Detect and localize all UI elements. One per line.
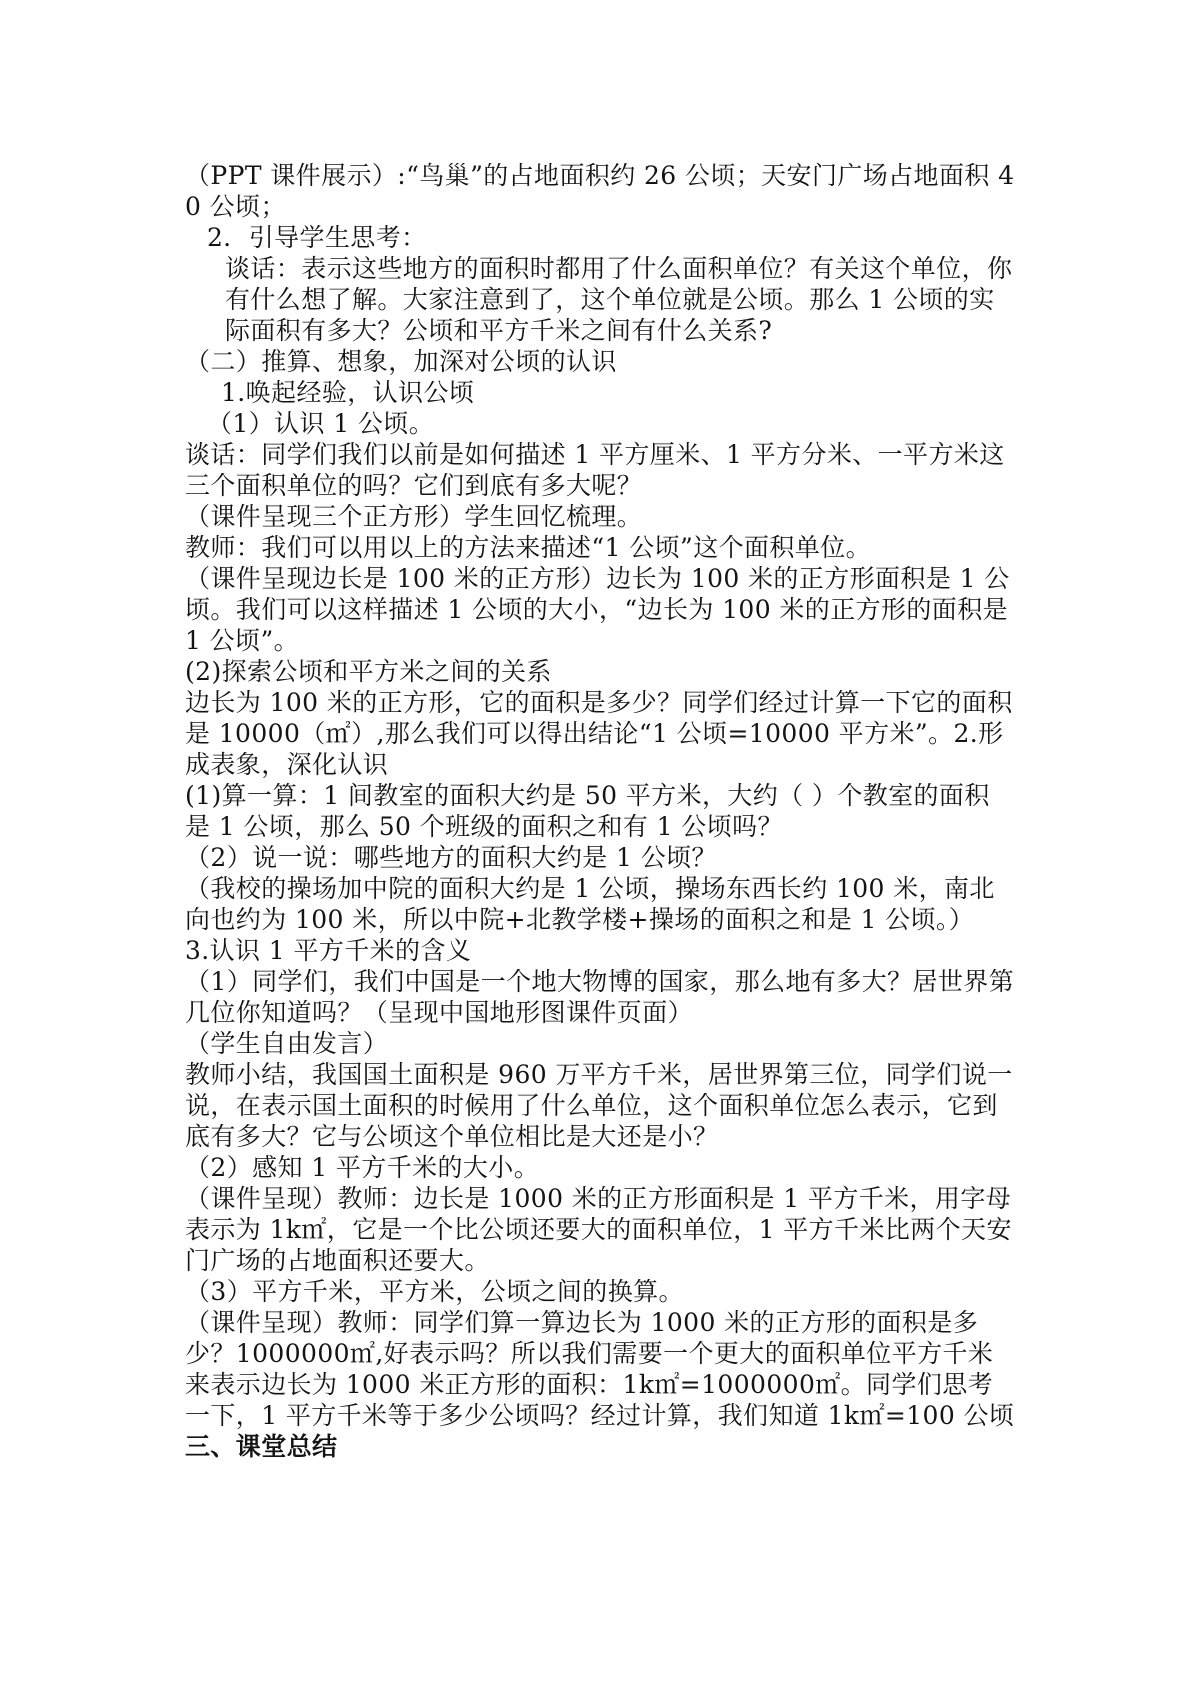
paragraph-free-speech: （学生自由发言） [185, 1029, 389, 1058]
paragraph-square-area-calc: 边长为 100 米的正方形，它的面积是多少？同学们经过计算一下它的面积是 10000（㎡）,那么我们可以得出结论“1 公顷=10000 平方米”。2.形成表象，深化认识 [185, 688, 1013, 779]
document-body [185, 160, 1015, 1462]
paragraph-know-square-km: 3.认识 1 平方千米的含义 [185, 936, 472, 965]
section-heading-summary: 三、课堂总结 [185, 1432, 338, 1461]
paragraph-school-field: （我校的操场加中院的面积大约是 1 公顷，操场东西长约 100 米，南北向也约为 100 米，所以中院+北教学楼+操场的面积之和是 1 公顷。） [185, 874, 995, 934]
paragraph-square-100m: （课件呈现边长是 100 米的正方形）边长为 100 米的正方形面积是 1 公顷。我们可以这样描述 1 公顷的大小，“边长为 100 米的正方形的面积是 1 公顷”。 [185, 564, 1010, 655]
paragraph-explore-relation: (2)探索公顷和平方米之间的关系 [185, 657, 552, 686]
paragraph-square-1000m: （课件呈现）教师：边长是 1000 米的正方形面积是 1 平方千米，用字母表示为 1k㎡，它是一个比公顷还要大的面积单位，1 平方千米比两个天安门广场的占地面积还要大。 [185, 1184, 1012, 1275]
paragraph-say-places: （2）说一说：哪些地方的面积大约是 1 公顷？ [185, 843, 717, 872]
paragraph-ppt-display: （PPT 课件展示）:“鸟巢”的占地面积约 26 公顷；天安门广场占地面积 40 公顷； [185, 161, 1015, 221]
paragraph-perceive-square-km: （2）感知 1 平方千米的大小。 [185, 1153, 540, 1182]
paragraph-guide-thinking: 2．引导学生思考： [207, 223, 427, 252]
paragraph-evoke-experience: 1.唤起经验，认识公顷 [221, 378, 475, 407]
paragraph-china-area-question: （1）同学们，我们中国是一个地大物博的国家，那么地有多大？居世界第几位你知道吗？（呈现中国地形图课件页面） [185, 967, 1015, 1027]
paragraph-talk-describe-units: 谈话：同学们我们以前是如何描述 1 平方厘米、1 平方分米、一平方米这三个面积单位的吗？它们到底有多大呢？ [185, 440, 1005, 500]
paragraph-three-squares: （课件呈现三个正方形）学生回忆梳理。 [185, 502, 643, 531]
paragraph-teacher-describe: 教师：我们可以用以上的方法来描述“1 公顷”这个面积单位。 [185, 533, 872, 562]
paragraph-conversion-heading: （3）平方千米，平方米，公顷之间的换算。 [185, 1277, 684, 1306]
paragraph-know-hectare: （1）认识 1 公顷。 [207, 409, 435, 438]
paragraph-conversion-calc: （课件呈现）教师：同学们算一算边长为 1000 米的正方形的面积是多少？1000000㎡,好表示吗？所以我们需要一个更大的面积单位平方千米来表示边长为 1000 米正方形的面积：1k㎡=1000000㎡。同学们思考一下，1 平方千米等于多少公顷吗？经过计算，我们知道 1k㎡=100 公顷 [185, 1308, 1015, 1430]
paragraph-classroom-calc: (1)算一算：1 间教室的面积大约是 50 平方米，大约（ ）个教室的面积是 1 公顷，那么 50 个班级的面积之和有 1 公顷吗？ [185, 781, 990, 841]
paragraph-teacher-summary: 教师小结，我国国土面积是 960 万平方千米，居世界第三位，同学们说一说，在表示国土面积的时候用了什么单位，这个面积单位怎么表示，它到底有多大？它与公顷这个单位相比是大还是小？ [185, 1060, 1013, 1151]
paragraph-talk-area-units: 谈话：表示这些地方的面积时都用了什么面积单位？有关这个单位，你有什么想了解。大家注意到了，这个单位就是公顷。那么 1 公顷的实际面积有多大？公顷和平方千米之间有什么关系? [225, 254, 1013, 345]
section-heading-two: （二）推算、想象，加深对公顷的认识 [185, 347, 617, 376]
